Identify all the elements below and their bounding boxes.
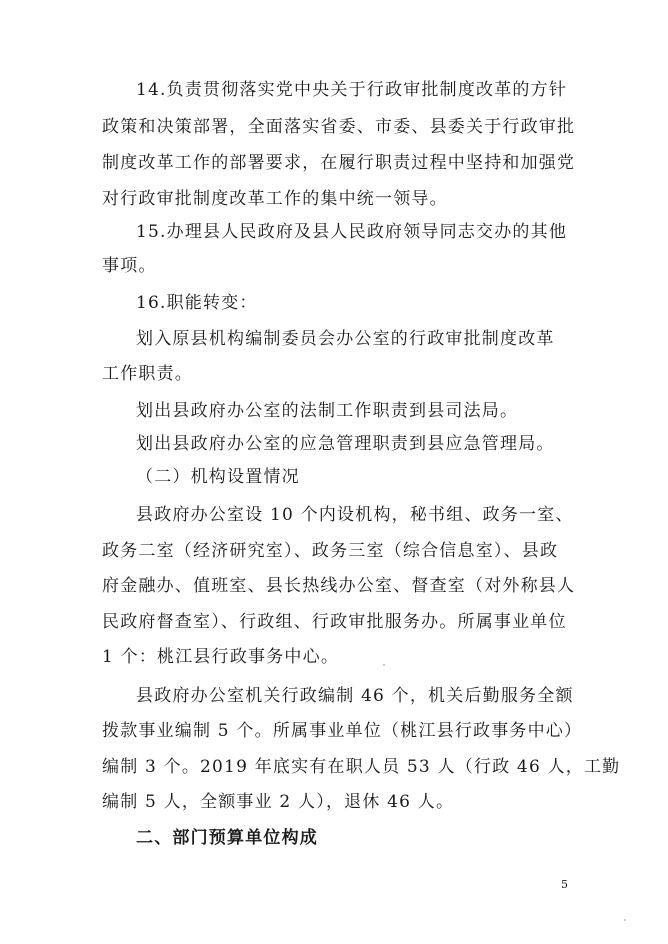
staff-para-line-2: 拨款事业编制 5 个。所属事业单位（桃江县行政事务中心） [102, 721, 583, 741]
para-16-line-2: 工作职责。 [102, 364, 193, 384]
section-heading-org: （二）机构设置情况 [136, 467, 300, 487]
org-para-line-4: 民政府督查室）、行政组、行政审批服务办。所属事业单位 [102, 612, 567, 632]
para-15-line-1: 15.办理县人民政府及县人民政府领导同志交办的其他 [136, 222, 568, 242]
para-14-line-1: 14.负责贯彻落实党中央关于行政审批制度改革的方针 [136, 80, 568, 100]
para-14-line-2: 政策和决策部署，全面落实省委、市委、县委关于行政审批 [102, 117, 576, 137]
org-para-line-2: 政务二室（经济研究室）、政务三室（综合信息室）、县政 [102, 541, 559, 561]
para-15-line-2: 事项。 [102, 256, 157, 276]
para-14-line-4: 对行政审批制度改革工作的集中统一领导。 [102, 189, 448, 209]
para-16-line-3: 划出县政府办公室的法制工作职责到县司法局。 [136, 401, 519, 421]
staff-para-line-3: 编制 3 个。2019 年底实有在职人员 53 人（行政 46 人，工勤 [102, 757, 621, 777]
section-heading-budget-units: 二、部门预算单位构成 [136, 828, 318, 848]
staff-para-line-4: 编制 5 人，全额事业 2 人），退休 46 人。 [102, 792, 455, 812]
scan-speck [383, 664, 385, 666]
org-para-line-1: 县政府办公室设 10 个内设机构，秘书组、政务一室、 [136, 505, 574, 525]
org-para-line-5: 1 个：桃江县行政事务中心。 [102, 647, 340, 667]
page-number: 5 [561, 878, 568, 891]
para-14-line-3: 制度改革工作的部署要求，在履行职责过程中坚持和加强党 [102, 153, 576, 173]
para-16-heading: 16.职能转变： [136, 293, 258, 313]
org-para-line-3: 府金融办、值班室、县长热线办公室、督查室（对外称县人 [102, 576, 576, 596]
para-16-line-1: 划入原县机构编制委员会办公室的行政审批制度改革 [136, 329, 555, 349]
staff-para-line-1: 县政府办公室机关行政编制 46 个，机关后勤服务全额 [136, 686, 574, 706]
para-16-line-4: 划出县政府办公室的应急管理职责到县应急管理局。 [136, 434, 555, 454]
scan-speck [624, 919, 626, 921]
